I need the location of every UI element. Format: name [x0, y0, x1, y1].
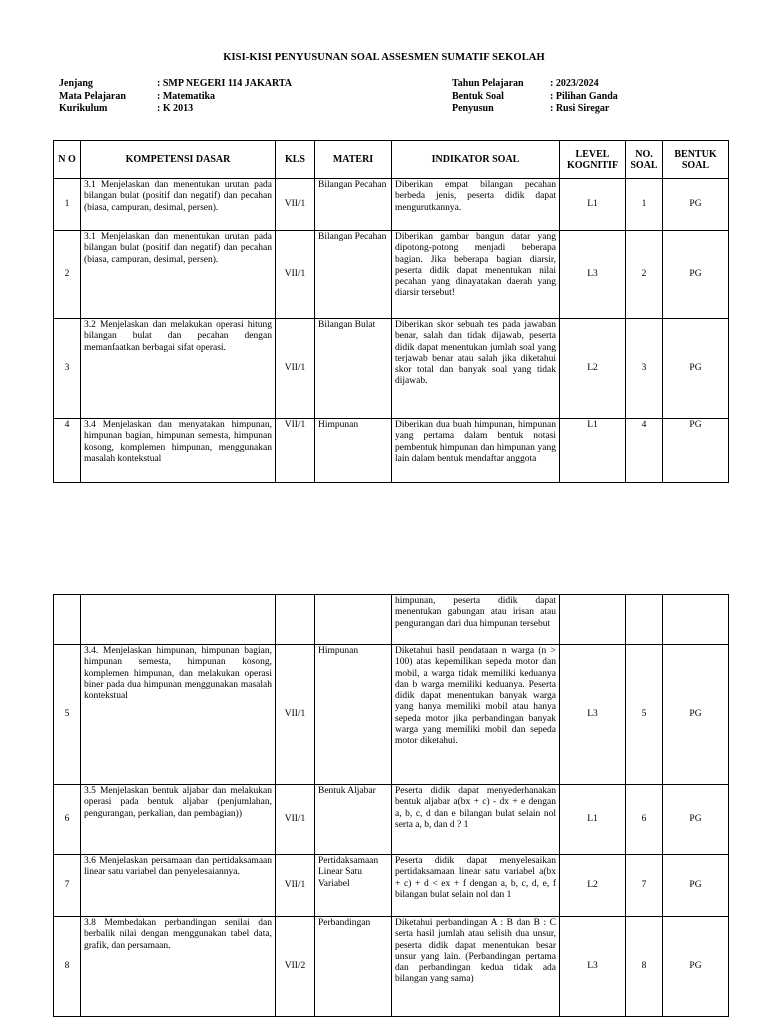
header-no-soal: NO. SOAL [626, 141, 663, 179]
cell-no-soal: 1 [626, 179, 663, 231]
meta-label: Kurikulum [59, 103, 108, 114]
cell-bentuk-soal [663, 595, 729, 645]
meta-value: : K 2013 [157, 103, 194, 114]
cell-bentuk-soal: PG [663, 319, 729, 419]
cell-bentuk-soal: PG [663, 645, 729, 785]
header-no: N O [54, 141, 81, 179]
cell-level-kognitif: L3 [560, 231, 626, 319]
cell-materi: Bilangan Pecahan [315, 179, 392, 231]
cell-no [54, 595, 81, 645]
cell-bentuk-soal: PG [663, 917, 729, 1017]
cell-indikator-soal: himpunan, peserta didik dapat menentukan gabungan atau irisan atau pengurangan dari dua himpunan tersebut [392, 595, 560, 645]
cell-no: 2 [54, 231, 81, 319]
table-row [54, 917, 729, 1017]
cell-materi: Bilangan Bulat [315, 319, 392, 419]
cell-kls: VII/1 [276, 855, 315, 917]
meta-right [452, 78, 618, 116]
cell-level-kognitif: L2 [560, 319, 626, 419]
table-row [54, 231, 729, 319]
header-bentuk-soal: BENTUK SOAL [663, 141, 729, 179]
cell-no: 8 [54, 917, 81, 1017]
cell-bentuk-soal: PG [663, 231, 729, 319]
document-title: KISI-KISI PENYUSUNAN SOAL ASSESMEN SUMATIF SEKOLAH [223, 52, 545, 63]
kisi-kisi-table-continued [53, 594, 729, 1017]
meta-value: : 2023/2024 [550, 78, 599, 89]
cell-kompetensi-dasar: 3.2 Menjelaskan dan melakukan operasi hitung bilangan bulat dan pecahan dengan memanfaatkan berbagai sifat operasi. [81, 319, 276, 419]
cell-kls: VII/2 [276, 917, 315, 1017]
cell-no: 7 [54, 855, 81, 917]
cell-indikator-soal: Peserta didik dapat menyelesaikan pertidaksamaan linear satu variabel a(bx + c) + d < ex + f dengan a, b, c, d, e, f bilangan bulat selain nol dan 1 [392, 855, 560, 917]
header-kompetensi-dasar: KOMPETENSI DASAR [81, 141, 276, 179]
kisi-kisi-table [53, 140, 729, 483]
cell-materi: Perbandingan [315, 917, 392, 1017]
meta-left [59, 78, 292, 116]
table-row [54, 179, 729, 231]
cell-kls [276, 595, 315, 645]
cell-indikator-soal: Peserta didik dapat menyederhanakan bentuk aljabar a(bx + c) - dx + e dengan a, b, c, d dan e bilangan bulat selain nol serta a, b, dan d ? 1 [392, 785, 560, 855]
cell-kompetensi-dasar: 3.6 Menjelaskan persamaan dan pertidaksamaan linear satu variabel dan penyelesaiannya. [81, 855, 276, 917]
cell-kompetensi-dasar: 3.1 Menjelaskan dan menentukan urutan pada bilangan bulat (positif dan negatif) dan pecahan (biasa, campuran, desimal, persen). [81, 179, 276, 231]
cell-level-kognitif: L1 [560, 179, 626, 231]
header-indikator-soal: INDIKATOR SOAL [392, 141, 560, 179]
cell-kompetensi-dasar: 3.5 Menjelaskan bentuk aljabar dan melakukan operasi pada bentuk aljabar (penjumlahan, pengurangan, perkalian, dan pembagian)) [81, 785, 276, 855]
meta-label: Bentuk Soal [452, 90, 504, 102]
cell-indikator-soal: Diberikan gambar bangun datar yang dipotong-potong menjadi beberapa bagian. Jika beberapa bagian diarsir, peserta didik dapat menentukan nilai pecahan yang dinayatakan daerah yang diarsir tersebut! [392, 231, 560, 319]
cell-indikator-soal: Diberikan empat bilangan pecahan berbeda jenis, peserta didik dapat mengurutkannya. [392, 179, 560, 231]
cell-level-kognitif: L1 [560, 419, 626, 483]
table-header-row [54, 141, 729, 179]
cell-materi: Himpunan [315, 645, 392, 785]
cell-materi [315, 595, 392, 645]
table-row [54, 855, 729, 917]
meta-value: : SMP NEGERI 114 JAKARTA [157, 78, 293, 89]
meta-value: : Pilihan Ganda [550, 90, 618, 102]
cell-materi: Pertidaksamaan Linear Satu Variabel [315, 855, 392, 917]
cell-bentuk-soal: PG [663, 179, 729, 231]
cell-kompetensi-dasar: 3.1 Menjelaskan dan menentukan urutan pada bilangan bulat (positif dan negatif) dan pecahan (biasa, campuran, desimal, persen). [81, 231, 276, 319]
cell-level-kognitif: L3 [560, 645, 626, 785]
meta-label: Penyusun [452, 103, 494, 114]
cell-bentuk-soal: PG [663, 785, 729, 855]
cell-kompetensi-dasar [81, 595, 276, 645]
cell-kls: VII/1 [276, 645, 315, 785]
header-level-kognitif: LEVEL KOGNITIF [560, 141, 626, 179]
cell-kompetensi-dasar: 3.4. Menjelaskan himpunan, himpunan bagian, himpunan semesta, himpunan kosong, komplemen himpunan, dan melakukan operasi biner pada dua himpunan menggunakan masalah kontekstual [81, 645, 276, 785]
cell-level-kognitif [560, 595, 626, 645]
cell-no: 4 [54, 419, 81, 483]
cell-no-soal [626, 595, 663, 645]
cell-kls: VII/1 [276, 179, 315, 231]
cell-no: 1 [54, 179, 81, 231]
cell-indikator-soal: Diketahui hasil pendataan n warga (n > 100) atas kepemilikan sepeda motor dan mobil, a warga tidak memiliki keduanya dan b warga memiliki keduanya. Peserta didik dapat menentukan banyak warga yang hanya memiliki mobil atau hanya sepeda motor jika perbandingan banyak warga yang memiliki mobil dan sepeda motor diketahui. [392, 645, 560, 785]
meta-value: : Matematika [157, 90, 216, 102]
cell-level-kognitif: L1 [560, 785, 626, 855]
table-row [54, 419, 729, 483]
cell-kompetensi-dasar: 3.8 Membedakan perbandingan senilai dan berbalik nilai dengan menggunakan tabel data, grafik, dan persamaan. [81, 917, 276, 1017]
cell-no-soal: 5 [626, 645, 663, 785]
table-row [54, 645, 729, 785]
meta-value: : Rusi Siregar [550, 103, 610, 114]
cell-kls: VII/1 [276, 419, 315, 483]
cell-no-soal: 8 [626, 917, 663, 1017]
cell-materi: Bentuk Aljabar [315, 785, 392, 855]
cell-no-soal: 6 [626, 785, 663, 855]
cell-no-soal: 7 [626, 855, 663, 917]
cell-indikator-soal: Diketahui perbandingan A : B dan B : C serta hasil jumlah atau selisih dua unsur, peserta didik dapat menentukan besar unsur yang lain. (Perbandingan pertama dan perbandingan kedua tidak ada bilangan yang sama) [392, 917, 560, 1017]
cell-no-soal: 2 [626, 231, 663, 319]
cell-level-kognitif: L2 [560, 855, 626, 917]
cell-no: 5 [54, 645, 81, 785]
table-row [54, 595, 729, 645]
cell-no: 3 [54, 319, 81, 419]
header-materi: MATERI [315, 141, 392, 179]
cell-bentuk-soal: PG [663, 419, 729, 483]
header-kls: KLS [276, 141, 315, 179]
cell-no: 6 [54, 785, 81, 855]
cell-kompetensi-dasar: 3.4 Menjelaskan dan menyatakan himpunan, himpunan bagian, himpunan semesta, himpunan kosong, komplemen himpunan, menggunakan masalah kontekstual [81, 419, 276, 483]
cell-materi: Himpunan [315, 419, 392, 483]
cell-no-soal: 4 [626, 419, 663, 483]
meta-label: Jenjang [59, 78, 93, 89]
cell-kls: VII/1 [276, 785, 315, 855]
meta-label: Tahun Pelajaran [452, 78, 524, 89]
cell-level-kognitif: L3 [560, 917, 626, 1017]
cell-kls: VII/1 [276, 231, 315, 319]
table-row [54, 319, 729, 419]
cell-indikator-soal: Diberikan skor sebuah tes pada jawaban benar, salah dan tidak dijawab, peserta didik dapat menentukan jumlah soal yang terjawab benar atau salah jika diketahui skor total dan banyak soal yang tidak dijawab. [392, 319, 560, 419]
cell-materi: Bilangan Pecahan [315, 231, 392, 319]
cell-no-soal: 3 [626, 319, 663, 419]
cell-bentuk-soal: PG [663, 855, 729, 917]
cell-kls: VII/1 [276, 319, 315, 419]
table-row [54, 785, 729, 855]
meta-label: Mata Pelajaran [59, 90, 126, 102]
cell-indikator-soal: Diberikan dua buah himpunan, himpunan yang pertama dalam bentuk notasi pembentuk himpunan dan himpunan yang lain dalam bentuk mendaftar anggota [392, 419, 560, 483]
